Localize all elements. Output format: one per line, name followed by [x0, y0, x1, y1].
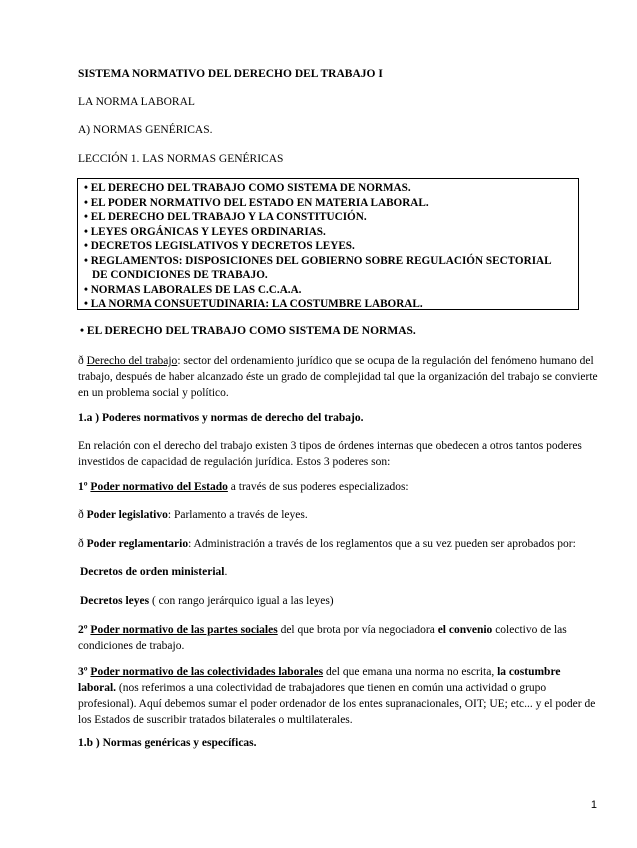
power-bold: el convenio: [437, 624, 493, 636]
arrow-symbol: ð: [78, 355, 87, 367]
power-text: colectivo de las condiciones de trabajo.: [78, 624, 567, 652]
heading-1a: 1.a ) Poderes normativos y normas de derecho del trabajo.: [78, 412, 364, 424]
power-term: Poder normativo del Estado: [90, 481, 228, 493]
page-number: 1: [590, 799, 597, 811]
box-item: • EL DERECHO DEL TRABAJO Y LA CONSTITUCIÓN.: [84, 211, 367, 223]
subtitle: LA NORMA LABORAL: [78, 96, 195, 108]
box-item: • NORMAS LABORALES DE LAS C.C.A.A.: [84, 283, 302, 296]
power-term: Poder normativo de las colectividades laborales: [90, 666, 324, 678]
power-term: Poder legislativo: [86, 509, 168, 521]
box-item: • LEYES ORGÁNICAS Y LEYES ORDINARIAS.: [84, 225, 326, 238]
decree-term: Decretos leyes: [80, 595, 150, 607]
relation-paragraph: En relación con el derecho del trabajo existen 3 tipos de órdenes internas que obedecen a otros tantos poderes investidos de capacidad de regulación jurídica. Estos 3 poderes son:: [78, 440, 582, 468]
section-heading-1: • EL DERECHO DEL TRABAJO COMO SISTEMA DE NORMAS.: [80, 325, 416, 337]
decree-text: ( con rango jerárquico igual a las leyes): [149, 595, 334, 607]
power-2: [78, 622, 598, 654]
contents-box: [77, 178, 579, 310]
power-number: 2º: [78, 624, 91, 636]
box-item: • DECRETOS LEGISLATIVOS Y DECRETOS LEYES.: [84, 240, 355, 252]
power-text: (nos referimos a una colectividad de trabajadores que tienen en común una actividad o grupo profesional). Aquí debemos sumar el poder ordenador de los entes supranacionales, OIT; UE; etc... y el poder de los Estados de suscribir tratados bilaterales o multilaterales.: [78, 682, 596, 726]
legislative-power: [78, 509, 308, 521]
regulatory-power: [78, 538, 576, 550]
power-text: del que brota por vía negociadora: [277, 624, 438, 636]
power-3: [78, 664, 598, 728]
box-item: DE CONDICIONES DE TRABAJO.: [92, 269, 268, 281]
ministerial-decrees: [80, 566, 227, 578]
definition-paragraph: [78, 353, 598, 401]
arrow-symbol: ð: [78, 509, 87, 521]
power-term: Poder reglamentario: [86, 538, 189, 550]
box-item: • EL DERECHO DEL TRABAJO COMO SISTEMA DE NORMAS.: [84, 182, 411, 194]
defined-term: Derecho del trabajo: [86, 355, 178, 367]
power-text: del que emana una norma no escrita,: [323, 666, 498, 678]
power-1: [78, 481, 409, 493]
decree-text: .: [224, 566, 228, 578]
lesson-heading: LECCIÓN 1. LAS NORMAS GENÉRICAS: [78, 153, 284, 165]
box-item: • REGLAMENTOS: DISPOSICIONES DEL GOBIERNO SOBRE REGULACIÓN SECTORIAL: [84, 254, 552, 267]
decree-laws: [80, 595, 334, 607]
power-text: a través de sus poderes especializados:: [227, 481, 409, 493]
box-item: • EL PODER NORMATIVO DEL ESTADO EN MATERIA LABORAL.: [84, 196, 429, 209]
power-number: 1º: [78, 481, 91, 493]
arrow-symbol: ð: [78, 538, 87, 550]
definition-text: : sector del ordenamiento jurídico que se ocupa de la regulación del fenómeno humano del trabajo, después de haber alcanzado éste un grado de complejidad tal que la organización del trabajo se convierte en un problema social y político.: [78, 355, 598, 399]
power-bold: la costumbre laboral.: [78, 666, 561, 694]
power-term: Poder normativo de las partes sociales: [90, 624, 278, 636]
document-title: SISTEMA NORMATIVO DEL DERECHO DEL TRABAJO I: [78, 68, 383, 80]
box-item: • LA NORMA CONSUETUDINARIA: LA COSTUMBRE LABORAL.: [84, 298, 423, 310]
power-number: 3º: [78, 666, 91, 678]
heading-1b: 1.b ) Normas genéricas y específicas.: [78, 737, 257, 749]
power-text: : Parlamento a través de leyes.: [167, 509, 308, 521]
power-text: : Administración a través de los reglamentos que a su vez pueden ser aprobados por:: [188, 538, 576, 550]
decree-term: Decretos de orden ministerial: [80, 566, 225, 578]
section-heading: A) NORMAS GENÉRICAS.: [78, 124, 213, 136]
